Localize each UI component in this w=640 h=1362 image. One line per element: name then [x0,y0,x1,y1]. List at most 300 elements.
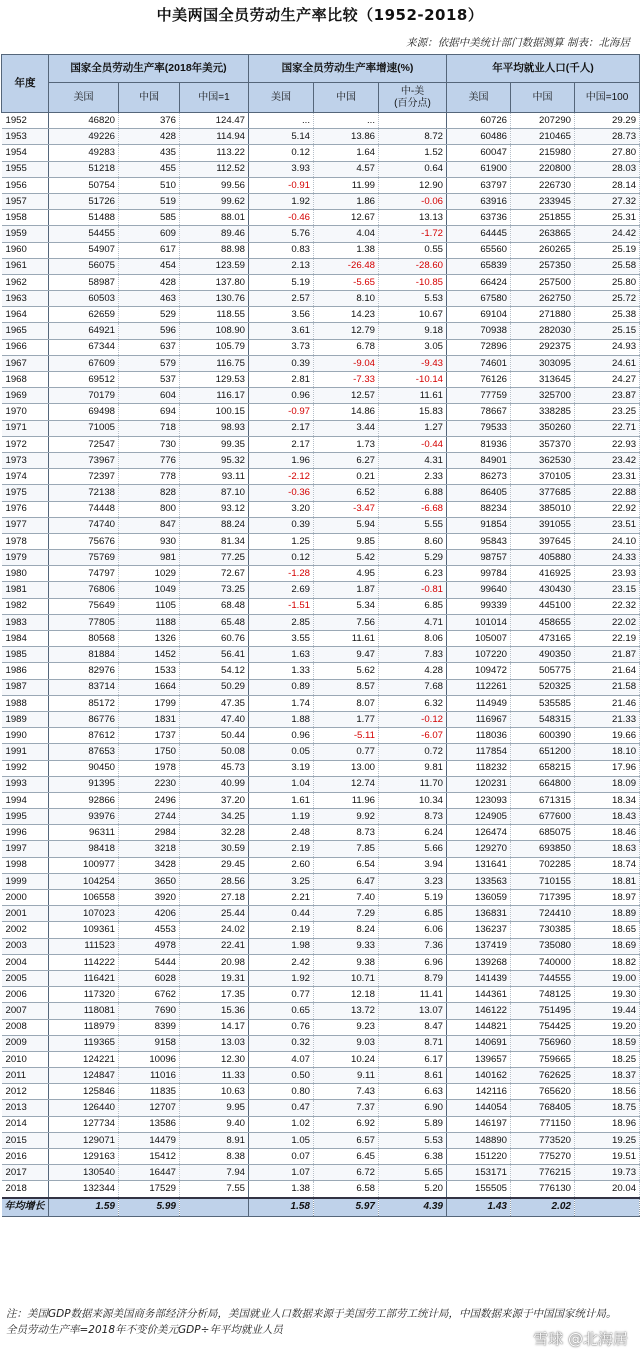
data-cell: 8.24 [314,922,379,938]
data-cell: 124847 [49,1068,119,1084]
data-cell: 13.07 [379,1003,447,1019]
data-cell: 136237 [447,922,511,938]
data-cell: 0.55 [379,242,447,258]
data-cell: 6.58 [314,1181,379,1198]
data-cell: 3.73 [249,339,314,355]
data-cell: 74448 [49,501,119,517]
data-cell: 357370 [511,436,575,452]
table-row [2,663,640,679]
data-cell: 104254 [49,873,119,889]
year-cell: 1979 [2,550,49,566]
data-cell: 4553 [119,922,180,938]
data-cell: 604 [119,388,180,404]
table-row [2,987,640,1003]
subheader-cn-employment: 中国 [511,83,575,113]
footer-cell: 1.43 [447,1198,511,1217]
data-cell: 13.03 [180,1035,249,1051]
year-cell: 1974 [2,469,49,485]
data-cell: 19.44 [575,1003,640,1019]
data-cell: 130540 [49,1165,119,1181]
year-cell: 2005 [2,970,49,986]
data-cell: 8.73 [314,825,379,841]
data-cell: 1049 [119,582,180,598]
year-cell: 2012 [2,1084,49,1100]
data-cell: 51218 [49,161,119,177]
year-cell: 2003 [2,938,49,954]
table-row [2,1165,640,1181]
table-row [2,177,640,193]
year-cell: 2001 [2,906,49,922]
data-cell: 116421 [49,970,119,986]
data-cell: 1.52 [379,145,447,161]
data-cell: 77759 [447,388,511,404]
table-row [2,420,640,436]
data-cell: 828 [119,485,180,501]
data-cell: -7.33 [314,372,379,388]
data-cell: 8.72 [379,129,447,145]
data-cell: 119365 [49,1035,119,1051]
data-cell: 25.58 [575,258,640,274]
data-cell: 609 [119,226,180,242]
data-cell: 3218 [119,841,180,857]
table-row [2,1100,640,1116]
data-cell: 75769 [49,550,119,566]
data-cell: 5.55 [379,517,447,533]
data-cell: 65839 [447,258,511,274]
data-cell: 18.69 [575,938,640,954]
data-cell: 88234 [447,501,511,517]
data-cell: 5.66 [379,841,447,857]
data-cell: 6.47 [314,873,379,889]
data-cell: 1.96 [249,452,314,468]
year-cell: 2014 [2,1116,49,1132]
data-cell: 82976 [49,663,119,679]
data-cell: 21.64 [575,663,640,679]
data-cell: 21.46 [575,695,640,711]
data-cell: 2.85 [249,614,314,630]
data-cell: 11.61 [314,631,379,647]
data-cell: 2.42 [249,954,314,970]
year-cell: 1982 [2,598,49,614]
data-cell: 64445 [447,226,511,242]
data-cell: 0.21 [314,469,379,485]
data-cell: 114222 [49,954,119,970]
data-cell: 1.27 [379,420,447,436]
year-cell: 1978 [2,533,49,549]
table-row [2,906,640,922]
data-cell: 7.43 [314,1084,379,1100]
data-cell: 13.72 [314,1003,379,1019]
data-cell: -28.60 [379,258,447,274]
data-cell: 112.52 [180,161,249,177]
data-cell: 118081 [49,1003,119,1019]
data-cell: 718 [119,420,180,436]
data-cell: 3.20 [249,501,314,517]
data-cell: 63916 [447,193,511,209]
data-cell: 693850 [511,841,575,857]
data-cell: 72138 [49,485,119,501]
year-cell: 1968 [2,372,49,388]
header-year: 年度 [2,55,49,113]
data-cell: 47.35 [180,695,249,711]
table-row [2,242,640,258]
year-cell: 1997 [2,841,49,857]
table-row [2,873,640,889]
data-cell: 8.91 [180,1132,249,1148]
data-cell: 24.33 [575,550,640,566]
year-cell: 1992 [2,760,49,776]
data-cell: 338285 [511,404,575,420]
data-cell: 142116 [447,1084,511,1100]
data-cell: 313645 [511,372,575,388]
data-cell: 70938 [447,323,511,339]
data-cell: 22.02 [575,614,640,630]
data-cell: 1.07 [249,1165,314,1181]
data-cell: 7.29 [314,906,379,922]
data-cell: 28.14 [575,177,640,193]
data-cell: 130.76 [180,291,249,307]
data-cell: 756960 [511,1035,575,1051]
data-cell: 7.68 [379,679,447,695]
data-cell: 17529 [119,1181,180,1198]
data-cell: 0.83 [249,242,314,258]
data-cell: 40.99 [180,776,249,792]
data-cell: 520325 [511,679,575,695]
data-cell: 11.96 [314,792,379,808]
data-cell: 455 [119,161,180,177]
data-cell: 10096 [119,1051,180,1067]
data-cell: 2.17 [249,436,314,452]
data-cell: 18.10 [575,744,640,760]
data-cell: 91395 [49,776,119,792]
data-cell: 445100 [511,598,575,614]
data-cell: 1.74 [249,695,314,711]
year-cell: 2004 [2,954,49,970]
data-cell: 6.52 [314,485,379,501]
data-cell: 76126 [447,372,511,388]
data-cell: 148890 [447,1132,511,1148]
year-cell: 2010 [2,1051,49,1067]
data-cell: 5.89 [379,1116,447,1132]
data-cell: -1.28 [249,566,314,582]
data-cell: 23.42 [575,452,640,468]
data-cell: 6.96 [379,954,447,970]
data-cell: 7.94 [180,1165,249,1181]
table-row [2,1132,640,1148]
year-cell: 1991 [2,744,49,760]
data-cell: -0.12 [379,711,447,727]
data-cell: 9.23 [314,1019,379,1035]
data-cell: 5444 [119,954,180,970]
data-cell: 292375 [511,339,575,355]
table-row [2,307,640,323]
data-cell: 106558 [49,890,119,906]
data-cell: 529 [119,307,180,323]
data-cell: 776215 [511,1165,575,1181]
data-cell: 126440 [49,1100,119,1116]
data-cell: 271880 [511,307,575,323]
data-cell: 8.79 [379,970,447,986]
page-title: 中美两国全员劳动生产率比较（1952-2018） [156,6,484,24]
data-cell: 771150 [511,1116,575,1132]
data-cell: 519 [119,193,180,209]
data-cell: 3920 [119,890,180,906]
data-cell: 18.82 [575,954,640,970]
data-cell: 6.90 [379,1100,447,1116]
year-cell: 1959 [2,226,49,242]
data-cell: 124905 [447,809,511,825]
data-cell: 10.34 [379,792,447,808]
data-cell: 1.77 [314,711,379,727]
data-cell: 8.61 [379,1068,447,1084]
data-cell: -0.91 [249,177,314,193]
table-row [2,404,640,420]
data-cell: 136831 [447,906,511,922]
data-cell: 6.17 [379,1051,447,1067]
table-row [2,857,640,873]
data-cell: 428 [119,274,180,290]
data-cell: 2.13 [249,258,314,274]
table-row [2,711,640,727]
data-cell: 24.42 [575,226,640,242]
data-cell: 24.10 [575,533,640,549]
table-row [2,501,640,517]
year-cell: 1987 [2,679,49,695]
data-cell: 776130 [511,1181,575,1198]
data-cell: -6.68 [379,501,447,517]
year-cell: 1953 [2,129,49,145]
data-cell: 19.30 [575,987,640,1003]
data-cell: 107220 [447,647,511,663]
data-cell: 23.87 [575,388,640,404]
year-cell: 1960 [2,242,49,258]
data-cell: 1.92 [249,970,314,986]
data-cell: 92866 [49,792,119,808]
data-cell: 114.94 [180,129,249,145]
table-row [2,550,640,566]
data-cell: 13.86 [314,129,379,145]
data-cell: 405880 [511,550,575,566]
data-cell: 0.05 [249,744,314,760]
table-row [2,226,640,242]
data-cell: 2.69 [249,582,314,598]
data-cell: 2984 [119,825,180,841]
table-row [2,339,640,355]
year-cell: 1986 [2,663,49,679]
table-row [2,744,640,760]
data-cell: 18.89 [575,906,640,922]
data-cell: 1.04 [249,776,314,792]
data-cell: 137419 [447,938,511,954]
data-cell: 17.35 [180,987,249,1003]
data-cell: 72397 [49,469,119,485]
data-cell: 724410 [511,906,575,922]
data-cell: 1.19 [249,809,314,825]
data-cell: 51488 [49,210,119,226]
table-row [2,938,640,954]
data-cell: 113.22 [180,145,249,161]
data-cell: -0.06 [379,193,447,209]
data-cell: 22.93 [575,436,640,452]
data-cell: 18.56 [575,1084,640,1100]
data-cell: 9.85 [314,533,379,549]
data-cell: 19.31 [180,970,249,986]
year-cell: 1962 [2,274,49,290]
data-cell: 76806 [49,582,119,598]
data-cell: 11.99 [314,177,379,193]
data-cell: 0.76 [249,1019,314,1035]
data-cell: 123093 [447,792,511,808]
data-cell: 226730 [511,177,575,193]
data-cell: 2.60 [249,857,314,873]
data-cell: 6.32 [379,695,447,711]
data-cell: 27.18 [180,890,249,906]
data-cell: -3.47 [314,501,379,517]
data-cell: 537 [119,372,180,388]
data-cell: 754425 [511,1019,575,1035]
data-cell: 2.19 [249,841,314,857]
data-cell: 10.71 [314,970,379,986]
note-source: 注：美国GDP数据来源美国商务部经济分析局，美国就业人口数据来源于美国劳工部劳工统计局，中国数据来源于中国国家统计局。 [6,1308,617,1320]
data-cell: -10.85 [379,274,447,290]
data-cell: 0.72 [379,744,447,760]
data-cell: 1105 [119,598,180,614]
data-cell: 8.07 [314,695,379,711]
data-cell: 664800 [511,776,575,792]
table-row [2,890,640,906]
data-cell: 70179 [49,388,119,404]
data-cell: 1799 [119,695,180,711]
data-cell: -0.44 [379,436,447,452]
data-cell: 99640 [447,582,511,598]
table-row [2,1035,640,1051]
data-cell: 14.23 [314,307,379,323]
data-cell: 257500 [511,274,575,290]
data-cell: 60.76 [180,631,249,647]
data-cell: 759665 [511,1051,575,1067]
data-cell: 5.62 [314,663,379,679]
table-row [2,145,640,161]
data-cell: 24.93 [575,339,640,355]
data-cell: 67344 [49,339,119,355]
data-cell: 6.57 [314,1132,379,1148]
data-cell: 776 [119,452,180,468]
watermark: 雪球 @北海居 [533,1330,628,1348]
data-cell: 3.25 [249,873,314,889]
data-cell: 11.41 [379,987,447,1003]
data-cell: 18.63 [575,841,640,857]
data-cell: 260265 [511,242,575,258]
data-cell: 74601 [447,355,511,371]
footer-cell: 1.59 [49,1198,119,1217]
year-cell: 2006 [2,987,49,1003]
data-cell: 118036 [447,728,511,744]
year-cell: 1980 [2,566,49,582]
data-cell: 49226 [49,129,119,145]
data-cell: 67609 [49,355,119,371]
data-cell: 75676 [49,533,119,549]
data-cell: 0.96 [249,388,314,404]
data-cell: 6.85 [379,598,447,614]
data-cell: 671315 [511,792,575,808]
data-cell: 86405 [447,485,511,501]
year-cell: 1952 [2,113,49,129]
header-productivity: 国家全员劳动生产率(2018年美元) [49,55,249,83]
subheader-us-employment: 美国 [447,83,511,113]
year-cell: 1984 [2,631,49,647]
table-row [2,193,640,209]
data-cell: 58987 [49,274,119,290]
data-cell: 155505 [447,1181,511,1198]
data-cell: 126474 [447,825,511,841]
data-cell: 18.74 [575,857,640,873]
data-cell: 137.80 [180,274,249,290]
data-cell: 685075 [511,825,575,841]
data-cell: 18.96 [575,1116,640,1132]
data-cell: 2744 [119,809,180,825]
data-cell: 118979 [49,1019,119,1035]
data-cell: 127734 [49,1116,119,1132]
data-cell: 72896 [447,339,511,355]
data-cell: 88.98 [180,242,249,258]
data-cell: 13.00 [314,760,379,776]
data-cell: 0.80 [249,1084,314,1100]
data-cell: 65.48 [180,614,249,630]
data-cell: 12707 [119,1100,180,1116]
table-row [2,776,640,792]
data-cell: 2.19 [249,922,314,938]
data-cell: 99.62 [180,193,249,209]
table-row [2,533,640,549]
year-cell: 2008 [2,1019,49,1035]
table-row [2,760,640,776]
data-cell: 19.66 [575,728,640,744]
data-cell: 29.29 [575,113,640,129]
data-cell: 1.87 [314,582,379,598]
data-cell: 86273 [447,469,511,485]
data-cell: 9158 [119,1035,180,1051]
year-cell: 1975 [2,485,49,501]
data-cell: 350260 [511,420,575,436]
table-row [2,1181,640,1198]
data-cell: 129.53 [180,372,249,388]
data-cell: 146122 [447,1003,511,1019]
data-cell: -9.43 [379,355,447,371]
data-cell: 585 [119,210,180,226]
data-cell: 28.73 [575,129,640,145]
data-cell: 99784 [447,566,511,582]
year-cell: 1969 [2,388,49,404]
table-row [2,517,640,533]
data-cell: 694 [119,404,180,420]
data-cell: 21.33 [575,711,640,727]
data-cell: 765620 [511,1084,575,1100]
data-cell: 7.85 [314,841,379,857]
data-cell: 19.25 [575,1132,640,1148]
data-cell: 54.12 [180,663,249,679]
data-cell: 0.47 [249,1100,314,1116]
data-cell: 109472 [447,663,511,679]
data-cell: 12.18 [314,987,379,1003]
data-cell: 1.38 [249,1181,314,1198]
footer-label: 年均增长 [2,1198,49,1217]
data-cell: 3.23 [379,873,447,889]
data-cell: 6.45 [314,1149,379,1165]
data-cell: 139268 [447,954,511,970]
data-cell: 78667 [447,404,511,420]
data-cell: 129163 [49,1149,119,1165]
data-cell: 2.57 [249,291,314,307]
